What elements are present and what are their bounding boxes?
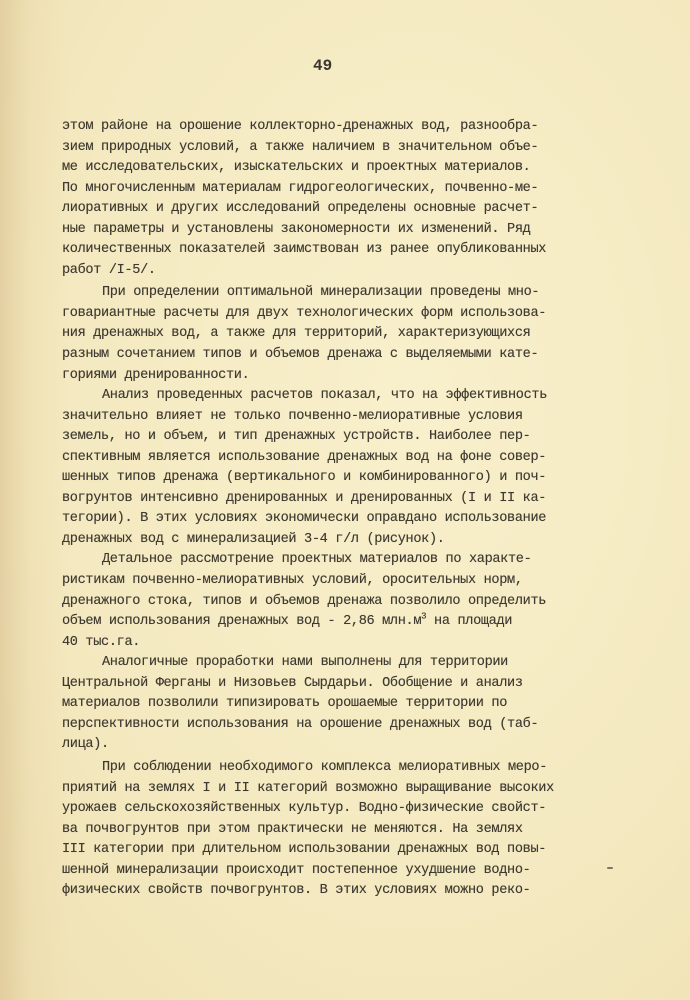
paragraph-4 bbox=[62, 550, 622, 653]
text-line: ме исследовательских, изыскательских и проектных материалов. bbox=[62, 160, 531, 176]
text-line: 40 тыс.га. bbox=[62, 634, 141, 650]
text-line: зием природных условий, а также наличием в значительном объе- bbox=[62, 139, 539, 155]
text-segment: объем использования дренажных вод - 2,86 млн.м bbox=[62, 614, 422, 630]
page-number: 49 bbox=[313, 57, 333, 75]
paragraph-1 bbox=[62, 117, 622, 281]
text-line: земель, но и объем, и тип дренажных устройств. Наиболее пер- bbox=[62, 429, 531, 445]
text-line: урожаев сельскохозяйственных культур. Водно-физические свойст- bbox=[62, 801, 547, 817]
text-line: ва почвогрунтов при этом практически не меняются. На землях bbox=[62, 821, 523, 837]
text-line: разным сочетанием типов и объемов дренажа с выделяемыми кате- bbox=[62, 347, 539, 363]
text-line: лица). bbox=[62, 737, 109, 753]
text-line: При определении оптимальной минерализации проведены мно- bbox=[102, 285, 540, 301]
text-line: дренажных вод с минерализацией 3-4 г/л (рисунок). bbox=[62, 531, 445, 547]
text-line: количественных показателей заимствован из ранее опубликованных bbox=[62, 242, 547, 258]
paragraph-6 bbox=[62, 758, 622, 902]
text-line: III категории при длительном использовании дренажных вод повы- bbox=[62, 842, 547, 858]
paragraph-5 bbox=[62, 653, 622, 756]
text-line: Детальное рассмотрение проектных материалов по характе- bbox=[102, 552, 532, 568]
text-line: перспективности использования на орошение дренажных вод (таб- bbox=[62, 716, 539, 732]
text-line: тегории). В этих условиях экономически оправдано использование bbox=[62, 511, 547, 527]
text-segment: на площади bbox=[426, 614, 513, 630]
text-line: физических свойств почвогрунтов. В этих условиях можно реко- bbox=[62, 883, 531, 899]
body-text bbox=[62, 117, 622, 902]
text-line: шенных типов дренажа (вертикального и комбинированного) и поч- bbox=[62, 470, 547, 486]
text-line: дренажного стока, типов и объемов дренажа позволило определить bbox=[62, 593, 547, 609]
text-line: приятий на землях I и II категорий возможно выращивание высоких bbox=[62, 780, 554, 796]
text-line: Центральной Ферганы и Низовьев Сырдарьи. Обобщение и анализ bbox=[62, 675, 523, 691]
text-line: этом районе на орошение коллекторно-дренажных вод, разнообра- bbox=[62, 119, 539, 134]
superscript: 3 bbox=[421, 611, 427, 622]
text-line: лиоративных и других исследований определены основные расчет- bbox=[62, 201, 539, 217]
text-line: Анализ проведенных расчетов показал, что на эффективность bbox=[102, 388, 548, 404]
paragraph-2 bbox=[62, 283, 622, 386]
text-line: ния дренажных вод, а также для территорий, характеризующихся bbox=[62, 326, 531, 342]
text-line: спективным является использование дренажных вод на фоне совер- bbox=[62, 449, 547, 465]
text-line: По многочисленным материалам гидрогеологических, почвенно-ме- bbox=[62, 180, 539, 196]
text-line: материалов позволили типизировать орошаемые территории по bbox=[62, 696, 508, 712]
text-line: ристикам почвенно-мелиоративных условий, оросительных норм, bbox=[62, 573, 523, 589]
text-line: Аналогичные проработки нами выполнены для территории bbox=[102, 655, 508, 671]
text-line: ные параметры и установлены закономерности их изменений. Ряд bbox=[62, 221, 531, 237]
text-line: говариантные расчеты для двух технологических форм использова- bbox=[62, 305, 547, 321]
paragraph-3 bbox=[62, 386, 622, 550]
paper-speck bbox=[607, 867, 613, 869]
text-line: вогрунтов интенсивно дренированных и дренированных (I и II ка- bbox=[62, 490, 547, 506]
text-line: При соблюдении необходимого комплекса мелиоративных меро- bbox=[102, 759, 548, 775]
text-line: шенной минерализации происходит постепенное ухудшение водно- bbox=[62, 862, 531, 878]
text-line: работ /I-5/. bbox=[62, 262, 156, 278]
text-line: значительно влияет не только почвенно-мелиоративные условия bbox=[62, 408, 523, 424]
text-line: гориями дренированности. bbox=[62, 367, 250, 383]
text-line-with-superscript bbox=[62, 612, 622, 633]
